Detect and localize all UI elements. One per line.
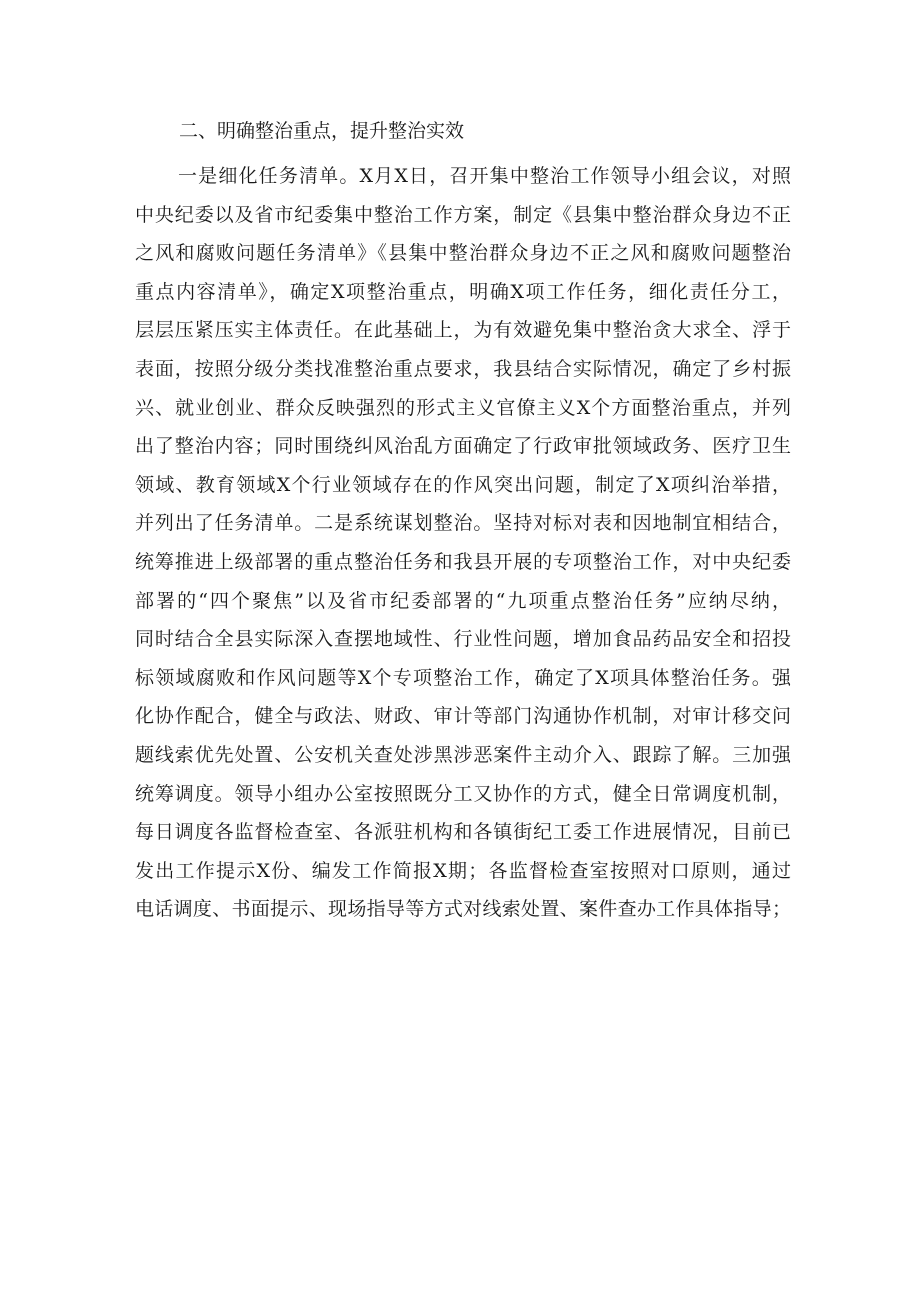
paragraph-line: 标领域腐败和作风问题等X个专项整治工作，确定了X项具体整治任务。强 bbox=[135, 666, 791, 689]
paragraph-line: 统筹调度。领导小组办公室按照既分工又协作的方式，健全日常调度机制， bbox=[135, 782, 791, 805]
paragraph-line: 中央纪委以及省市纪委集中整治工作方案，制定《县集中整治群众身边不正 bbox=[135, 203, 791, 226]
paragraph-line: 重点内容清单》，确定X项整治重点，明确X项工作任务，细化责任分工， bbox=[135, 280, 791, 303]
section-heading: 二、明确整治重点，提升整治实效 bbox=[179, 120, 465, 142]
paragraph-line: 部署的“四个聚焦”以及省市纪委部署的“九项重点整治任务”应纳尽纳， bbox=[135, 589, 791, 612]
paragraph-line: 领域、教育领域X个行业领域存在的作风突出问题，制定了X项纠治举措， bbox=[135, 473, 791, 496]
paragraph-line: 一是细化任务清单。X月X日，召开集中整治工作领导小组会议，对照 bbox=[178, 165, 791, 187]
paragraph-line: 表面，按照分级分类找准整治重点要求，我县结合实际情况，确定了乡村振 bbox=[135, 357, 791, 380]
paragraph-line: 并列出了任务清单。二是系统谋划整治。坚持对标对表和因地制宜相结合， bbox=[135, 512, 791, 535]
paragraph-line: 每日调度各监督检查室、各派驻机构和各镇街纪工委工作进展情况，目前已 bbox=[135, 821, 791, 844]
paragraph-line: 统筹推进上级部署的重点整治任务和我县开展的专项整治工作，对中央纪委 bbox=[135, 550, 791, 573]
paragraph-line: 兴、就业创业、群众反映强烈的形式主义官僚主义X个方面整治重点，并列 bbox=[135, 396, 791, 419]
paragraph-line: 之风和腐败问题任务清单》《县集中整治群众身边不正之风和腐败问题整治 bbox=[135, 242, 791, 265]
paragraph-line: 发出工作提示X份、编发工作简报X期；各监督检查室按照对口原则，通过 bbox=[135, 859, 791, 882]
paragraph-line: 出了整治内容；同时围绕纠风治乱方面确定了行政审批领域政务、医疗卫生 bbox=[135, 435, 791, 458]
body-paragraph bbox=[135, 157, 791, 929]
paragraph-line: 层层压紧压实主体责任。在此基础上，为有效避免集中整治贪大求全、浮于 bbox=[135, 319, 791, 342]
paragraph-line: 同时结合全县实际深入查摆地域性、行业性问题，增加食品药品安全和招投 bbox=[135, 628, 791, 651]
paragraph-line: 题线索优先处置、公安机关查处涉黑涉恶案件主动介入、跟踪了解。三加强 bbox=[135, 743, 791, 766]
paragraph-line: 电话调度、书面提示、现场指导等方式对线索处置、案件查办工作具体指导； bbox=[135, 898, 791, 921]
paragraph-line: 化协作配合，健全与政法、财政、审计等部门沟通协作机制，对审计移交问 bbox=[135, 705, 791, 728]
